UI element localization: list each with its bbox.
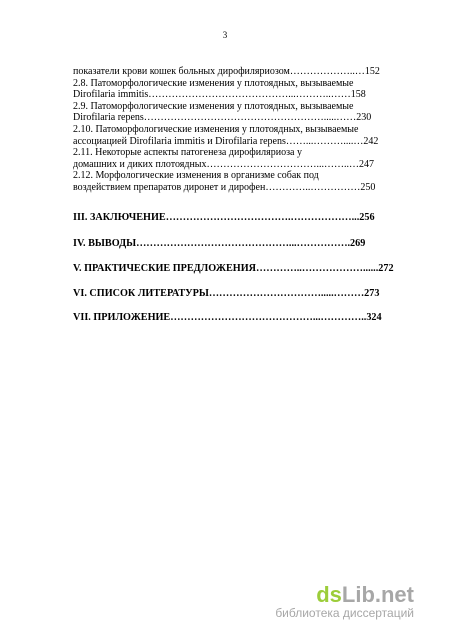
toc-entry-line: показатели крови кошек больных дирофиляриозом………………..…152 xyxy=(73,66,380,77)
toc-entry-line: ассоциацией Dirofilaria immitis и Dirofilaria repens……...………....…242 xyxy=(73,135,379,147)
watermark-subtitle: библиотека диссертаций xyxy=(275,606,414,620)
toc-entry-line: 2.8. Патоморфологические изменения у плотоядных, вызываемые xyxy=(73,77,354,89)
watermark-logo xyxy=(275,584,414,606)
dslib-watermark xyxy=(275,584,414,620)
toc-entry-line: 2.12. Морфологические изменения в организме собак под xyxy=(73,170,319,182)
watermark-logo-lib: Lib.net xyxy=(341,582,414,607)
toc-entry-line: 2.11. Некоторые аспекты патогенеза дирофиляриоза у xyxy=(73,147,302,159)
toc-entry xyxy=(73,147,403,170)
table-of-contents xyxy=(73,66,403,194)
watermark-logo-ds: ds xyxy=(316,582,342,607)
toc-chapter-references: VI. СПИСОК ЛИТЕРАТУРЫ…………………………….....………273 xyxy=(73,288,380,299)
toc-entry xyxy=(73,78,403,101)
page-number: 3 xyxy=(222,30,228,40)
toc-entry xyxy=(73,170,403,193)
toc-entry-line: Dirofilaria repens……………………………………………….....……230 xyxy=(73,112,372,124)
toc-chapter-findings: IV. ВЫВОДЫ………………………………………...…………….269 xyxy=(73,238,366,249)
toc-chapter-practical-proposals: V. ПРАКТИЧЕСКИЕ ПРЕДЛОЖЕНИЯ…………..………………......272 xyxy=(73,263,394,274)
toc-entry xyxy=(73,101,403,124)
toc-chapter-conclusion: III. ЗАКЛЮЧЕНИЕ……………………………….………………...256 xyxy=(73,212,375,223)
toc-entry-line: 2.10. Патоморфологические изменения у плотоядных, вызываемые xyxy=(73,123,359,135)
toc-entry-line: Dirofilaria immitis……………………………………...………..……158 xyxy=(73,89,366,101)
toc-entry xyxy=(73,66,403,78)
toc-entry-line: воздействием препаратов диронет и дирофен…………..……………250 xyxy=(73,181,376,193)
toc-chapter-appendix: VII. ПРИЛОЖЕНИЕ……………………………………...…………..324 xyxy=(73,312,382,323)
toc-entry-line: 2.9. Патоморфологические изменения у плотоядных, вызываемые xyxy=(73,100,354,112)
toc-entry xyxy=(73,124,403,147)
toc-entry-line: домашних и диких плотоядных……………………………...……..…247 xyxy=(73,158,375,170)
